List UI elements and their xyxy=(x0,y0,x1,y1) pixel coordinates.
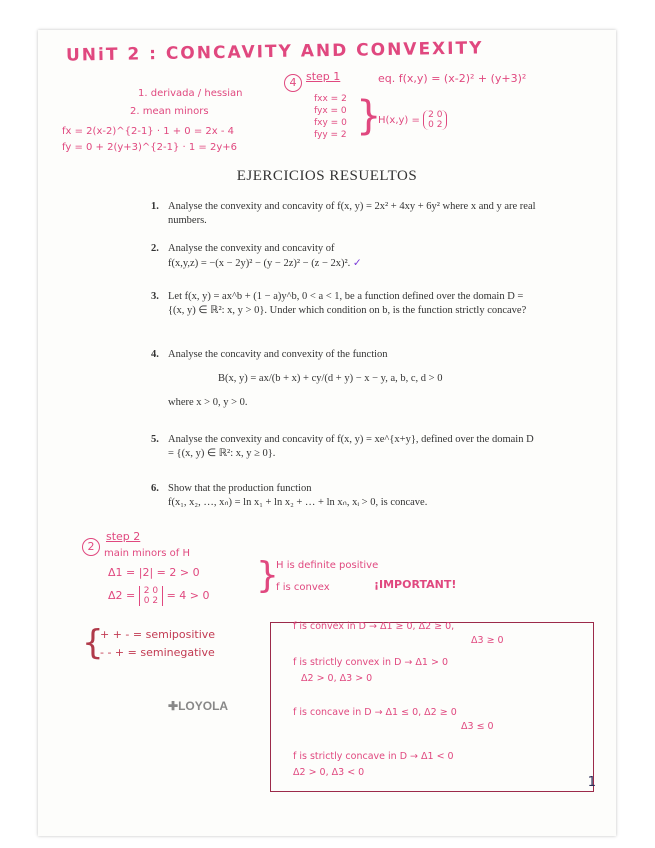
hessian-cell: 2 xyxy=(428,110,434,120)
exercise-number: 2. xyxy=(151,243,159,254)
fyx-value: fyx = 0 xyxy=(314,106,347,116)
exercise-domain: where x > 0, y > 0. xyxy=(168,397,248,408)
checkmark-icon: ✓ xyxy=(352,257,362,269)
step2-subtitle: main minors of H xyxy=(104,548,190,559)
exercise-number: 4. xyxy=(151,349,159,360)
exercise-number: 3. xyxy=(151,291,159,302)
example-function: eq. f(x,y) = (x-2)² + (y+3)² xyxy=(378,72,527,85)
fyy-value: fyy = 2 xyxy=(314,130,347,140)
cross-icon: ✚ xyxy=(168,699,179,713)
hessian-label: H(x,y) = xyxy=(378,115,420,126)
exercise-item xyxy=(151,242,538,271)
page-title: UNiT 2 : CONCAVITY AND CONVEXITY xyxy=(65,38,484,66)
step2-number-circle: 2 xyxy=(82,538,100,556)
exercise-item xyxy=(151,348,538,410)
rule-strictly-concave: f is strictly concave in D → Δ1 < 0 xyxy=(293,751,454,762)
hessian-cell: 2 xyxy=(436,120,443,130)
logo-text: LOYOLA xyxy=(178,699,229,713)
exercise-text: Analyse the convexity and concavity of f(x, y) = 2x² + 4xy + 6y² where x and y are real numbers. xyxy=(168,201,536,226)
fx-derivative: fx = 2(x-2)^{2-1} · 1 + 0 = 2x - 4 xyxy=(62,126,235,137)
matrix-cell: 0 xyxy=(152,586,159,596)
brace-right-icon: } xyxy=(256,555,279,596)
sign-rule-semipositive: + + - = semipositive xyxy=(100,628,216,641)
matrix-cell: 2 xyxy=(152,596,159,606)
important-note: ¡IMPORTANT! xyxy=(374,578,457,591)
matrix-cell: 0 xyxy=(143,596,150,606)
document-page xyxy=(38,30,616,836)
matrix-cell: 2 xyxy=(143,586,150,596)
hessian-cell: 0 xyxy=(436,110,443,120)
rules-box xyxy=(270,622,594,792)
exercise-text: Analyse the convexity and concavity of f(x, y) = xe^{x+y}, defined over the domain D = {(x, y) ∈ ℝ²: x, y ≥ 0}. xyxy=(168,434,534,459)
page-number: 1 xyxy=(587,775,596,790)
step1-number-circle: 4 xyxy=(284,74,302,92)
delta1-value: Δ1 = |2| = 2 > 0 xyxy=(108,566,200,579)
exercise-formula: f(x₁, x₂, …, xₙ) = ln x₁ + ln x₂ + … + ln xₙ, xᵢ > 0, is concave. xyxy=(168,497,428,508)
fxx-value: fxx = 2 xyxy=(314,94,347,104)
hessian-conclusion: H is definite positive xyxy=(276,560,379,571)
loyola-logo xyxy=(168,699,228,713)
exercise-formula: B(x, y) = ax/(b + x) + cy/(d + y) − x − y, a, b, c, d > 0 xyxy=(218,373,443,384)
exercise-number: 6. xyxy=(151,483,159,494)
exercise-number: 5. xyxy=(151,434,159,445)
exercise-number: 1. xyxy=(151,201,159,212)
exercise-item xyxy=(151,482,538,510)
hessian-matrix xyxy=(423,110,447,130)
hessian-cell: 0 xyxy=(428,120,434,130)
exercise-formula: f(x,y,z) = −(x − 2y)² − (y − 2z)² − (z − 2x)². xyxy=(168,258,351,269)
section-heading: EJERCICIOS RESUELTOS xyxy=(236,168,418,184)
hessian-expression xyxy=(378,110,447,130)
delta2-expression xyxy=(108,586,210,606)
rule-strictly-concave-cont: Δ2 > 0, Δ3 < 0 xyxy=(293,767,365,778)
sign-rule-seminegative: - - + = seminegative xyxy=(100,646,215,659)
list-item-minors: 2. mean minors xyxy=(130,106,209,117)
fxy-value: fxy = 0 xyxy=(314,118,347,128)
rule-convex: f is convex in D → Δ1 ≥ 0, Δ2 ≥ 0, xyxy=(293,621,455,632)
rule-concave: f is concave in D → Δ1 ≤ 0, Δ2 ≥ 0 xyxy=(293,707,457,718)
brace-right-icon: } xyxy=(356,93,382,139)
convexity-conclusion: f is convex xyxy=(276,582,330,593)
exercise-item xyxy=(151,433,538,461)
delta2-prefix: Δ2 = xyxy=(108,589,136,602)
exercise-text: Analyse the concavity and convexity of the function xyxy=(168,349,388,360)
rule-convex-cont: Δ3 ≥ 0 xyxy=(471,635,504,646)
exercise-text: Show that the production function xyxy=(168,483,312,494)
exercise-text: Let f(x, y) = ax^b + (1 − a)y^b, 0 < a < 1, be a function defined over the domain D = {(x, y) ∈ ℝ²: x, y > 0}. Under which condition on b, is the function strictly concave? xyxy=(168,291,527,316)
step1-label: step 1 xyxy=(306,70,341,83)
delta2-matrix xyxy=(139,586,163,606)
rule-concave-cont: Δ3 ≤ 0 xyxy=(461,721,494,732)
delta2-suffix: = 4 > 0 xyxy=(166,589,210,602)
brace-left-icon: { xyxy=(82,623,104,663)
rule-strictly-convex-cont: Δ2 > 0, Δ3 > 0 xyxy=(301,673,373,684)
rule-strictly-convex: f is strictly convex in D → Δ1 > 0 xyxy=(293,657,449,668)
list-item-derivative: 1. derivada / hessian xyxy=(138,88,243,99)
exercise-item xyxy=(151,290,538,318)
exercise-text: Analyse the convexity and concavity of xyxy=(168,243,335,254)
fy-derivative: fy = 0 + 2(y+3)^{2-1} · 1 = 2y+6 xyxy=(62,142,238,153)
step2-label: step 2 xyxy=(106,530,141,543)
exercise-item xyxy=(151,200,538,228)
